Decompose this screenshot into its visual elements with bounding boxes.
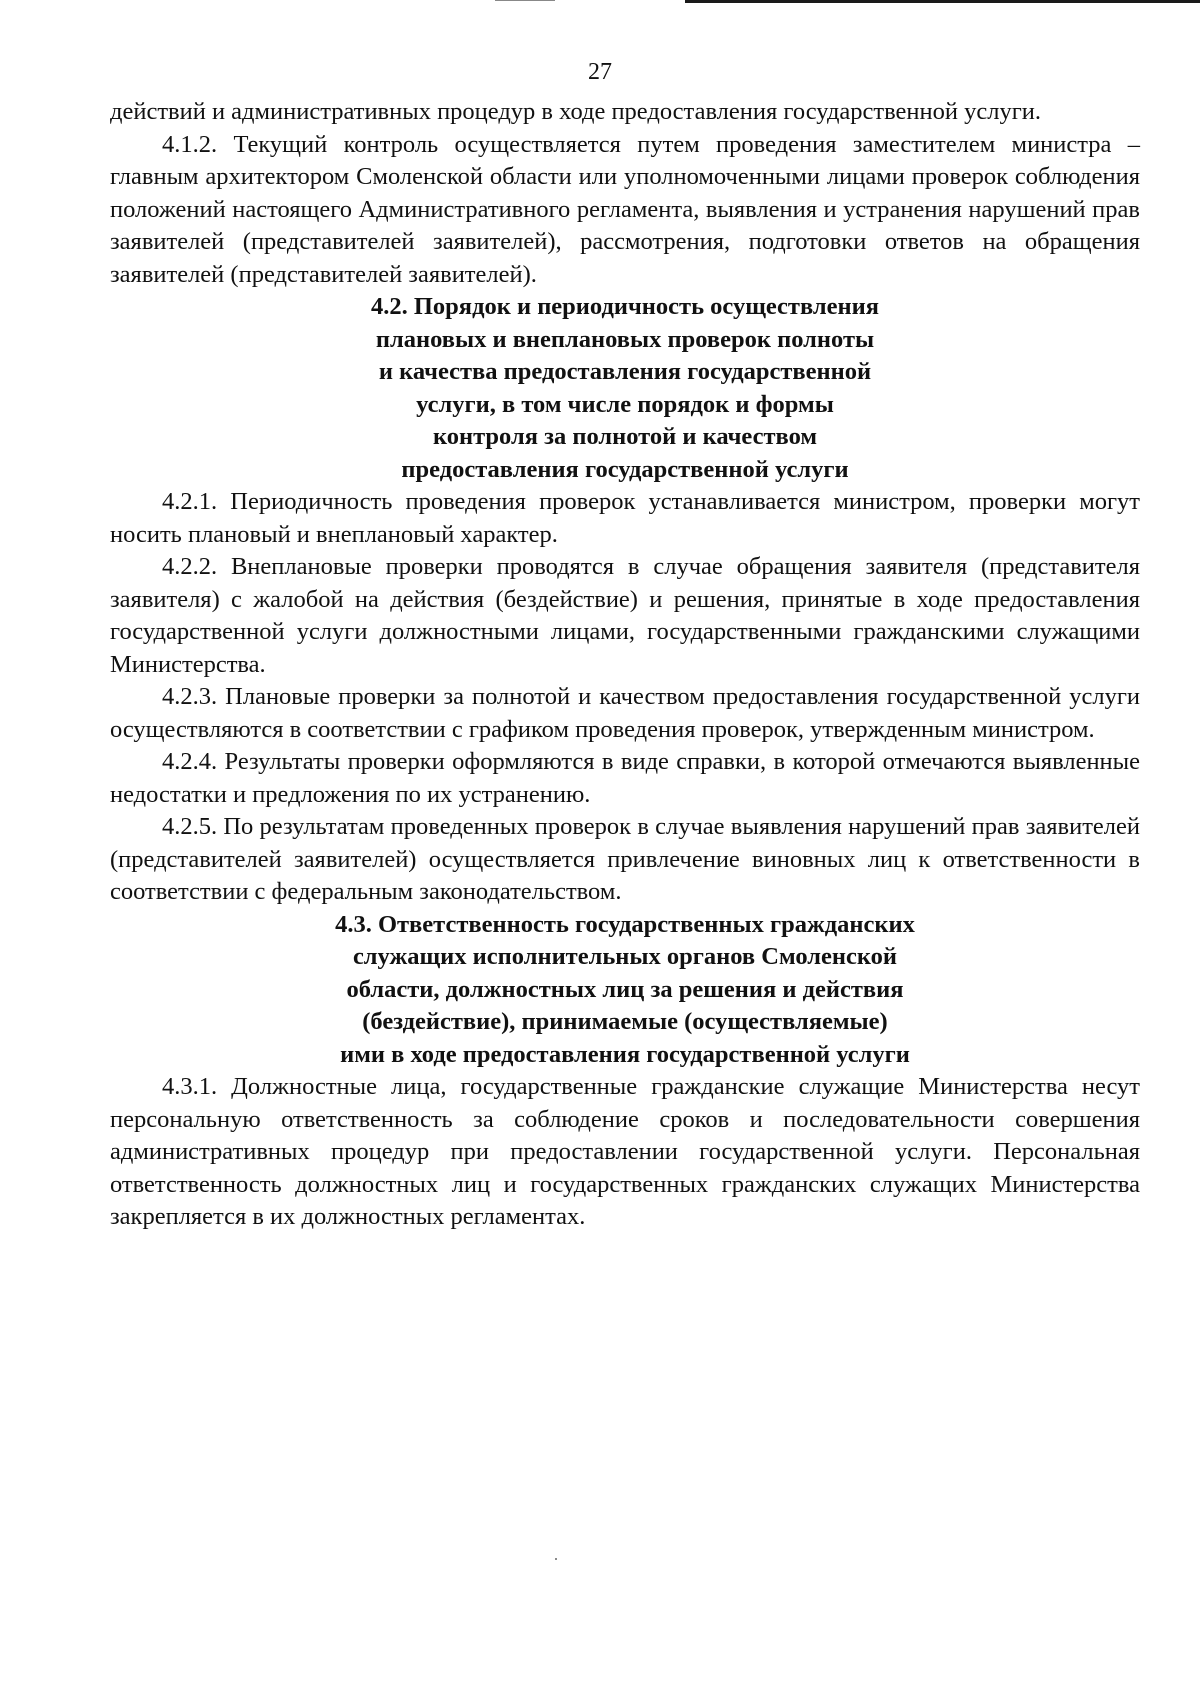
paragraph: 4.3.1. Должностные лица, государственные гражданские служащие Министерства несут персональную ответственность за соблюдение сроков и последовательности совершения административных процедур при предоставлении государственной услуги. Персональная ответственность должностных лиц и государственных гражданских служащих Министерства закрепляется в их должностных регламентах. bbox=[110, 1073, 1140, 1230]
paragraph: 4.2.5. По результатам проведенных проверок в случае выявления нарушений прав заявителей (представителей заявителей) осуществляется привлечение виновных лиц к ответственности в соответствии с федеральным законодательством. bbox=[110, 813, 1140, 905]
page-number: 27 bbox=[588, 59, 612, 85]
section-heading: 4.2. Порядок и периодичность осуществления плановых и внеплановых проверок полноты и качества предоставления государственной услуги, в том числе порядок и формы контроля за полнотой и качеством предоставления государственной услуги bbox=[371, 293, 879, 483]
paragraph: 4.2.4. Результаты проверки оформляются в виде справки, в которой отмечаются выявленные недостатки и предложения по их устранению. bbox=[110, 748, 1140, 808]
paragraph: 4.2.1. Периодичность проведения проверок устанавливается министром, проверки могут носить плановый и внеплановый характер. bbox=[110, 488, 1140, 548]
paragraph: 4.1.2. Текущий контроль осуществляется путем проведения заместителем министра – главным архитектором Смоленской области или уполномоченными лицами проверок соблюдения положений настоящего Административного регламента, выявления и устранения нарушений прав заявителей (представителей заявителей), рассмотрения, подготовки ответов на обращения заявителей (представителей заявителей). bbox=[110, 130, 1140, 288]
paragraph: 4.2.3. Плановые проверки за полнотой и качеством предоставления государственной услуги осуществляются в соответствии с графиком проведения проверок, утвержденным министром. bbox=[110, 683, 1140, 743]
document-body bbox=[110, 96, 1140, 1234]
section-heading: 4.3. Ответственность государственных гражданских служащих исполнительных органов Смоленской области, должностных лиц за решения и действия (бездействие), принимаемые (осуществляемые) ими в ходе предоставления государственной услуги bbox=[335, 910, 915, 1068]
paragraph: действий и административных процедур в ходе предоставления государственной услуги. bbox=[110, 98, 1042, 125]
paragraph: 4.2.2. Внеплановые проверки проводятся в случае обращения заявителя (представителя заявителя) с жалобой на действия (бездействие) и решения, принятые в ходе предоставления государственной услуги должностными лицами, государственными гражданскими служащими Министерства. bbox=[110, 553, 1140, 678]
scan-artifact-dot bbox=[555, 1558, 557, 1560]
scan-edge-mark bbox=[495, 0, 555, 1]
scan-edge-mark bbox=[685, 0, 1200, 3]
